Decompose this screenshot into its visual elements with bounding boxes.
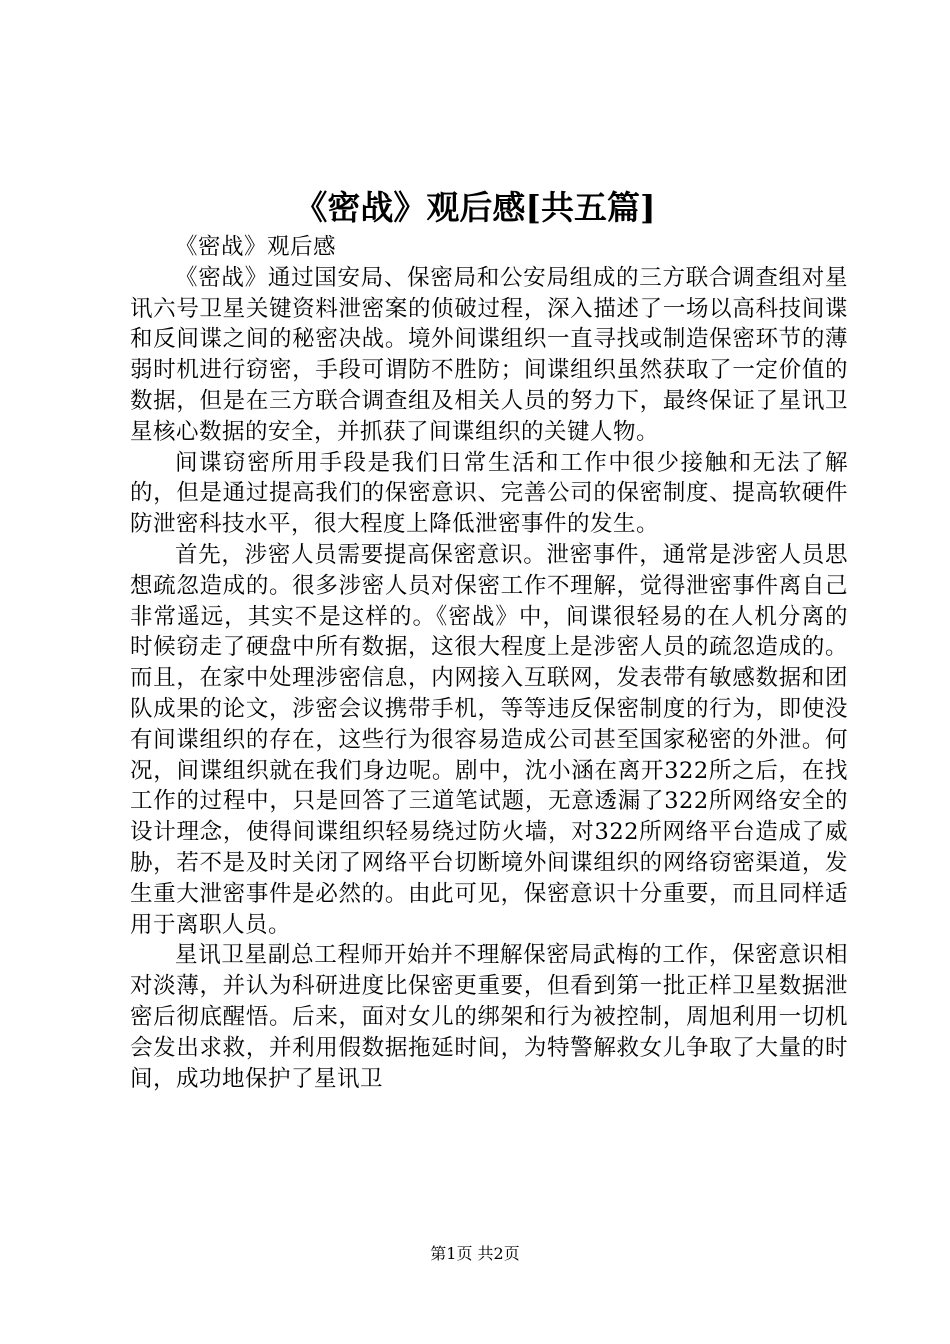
paragraph-2: 间谍窃密所用手段是我们日常生活和工作中很少接触和无法了解的，但是通过提高我们的保密意识、完善公司的保密制度、提高软硬件防泄密科技水平，很大程度上降低泄密事件的发生。 — [130, 449, 848, 538]
paragraph-4: 星讯卫星副总工程师开始并不理解保密局武梅的工作，保密意识相对淡薄，并认为科研进度比保密更重要，但看到第一批正样卫星数据泄密后彻底醒悟。后来，面对女儿的绑架和行为被控制，周旭利用一切机会发出求救，并利用假数据拖延时间，为特警解救女儿争取了大量的时间，成功地保护了星讯卫 — [130, 942, 848, 1092]
section-heading: 《密战》观后感 — [175, 234, 337, 260]
page-number-footer: 第1页 共2页 — [430, 1244, 520, 1263]
document-title: 《密战》观后感[共五篇] — [294, 188, 656, 227]
paragraph-1: 《密战》通过国安局、保密局和公安局组成的三方联合调查组对星讯六号卫星关键资料泄密案的侦破过程，深入描述了一场以高科技间谍和反间谍之间的秘密决战。境外间谍组织一直寻找或制造保密环节的薄弱时机进行窃密，手段可谓防不胜防；间谍组织虽然获取了一定价值的数据，但是在三方联合调查组及相关人员的努力下，最终保证了星讯卫星核心数据的安全，并抓获了间谍组织的关键人物。 — [130, 264, 848, 445]
paragraph-3: 首先，涉密人员需要提高保密意识。泄密事件，通常是涉密人员思想疏忽造成的。很多涉密人员对保密工作不理解，觉得泄密事件离自己非常遥远，其实不是这样的。《密战》中，间谍很轻易的在人机分离的时候窃走了硬盘中所有数据，这很大程度上是涉密人员的疏忽造成的。而且，在家中处理涉密信息，内网接入互联网，发表带有敏感数据和团队成果的论文，涉密会议携带手机，等等违反保密制度的行为，即使没有间谍组织的存在，这些行为很容易造成公司甚至国家秘密的外泄。何况，间谍组织就在我们身边呢。剧中，沈小涵在离开322所之后，在找工作的过程中，只是回答了三道笔试题，无意透漏了322所网络安全的设计理念，使得间谍组织轻易绕过防火墙，对322所网络平台造成了威胁，若不是及时关闭了网络平台切断境外间谍组织的网络窃密渠道，发生重大泄密事件是必然的。由此可见，保密意识十分重要，而且同样适用于离职人员。 — [130, 541, 848, 938]
document-body — [130, 232, 848, 1094]
